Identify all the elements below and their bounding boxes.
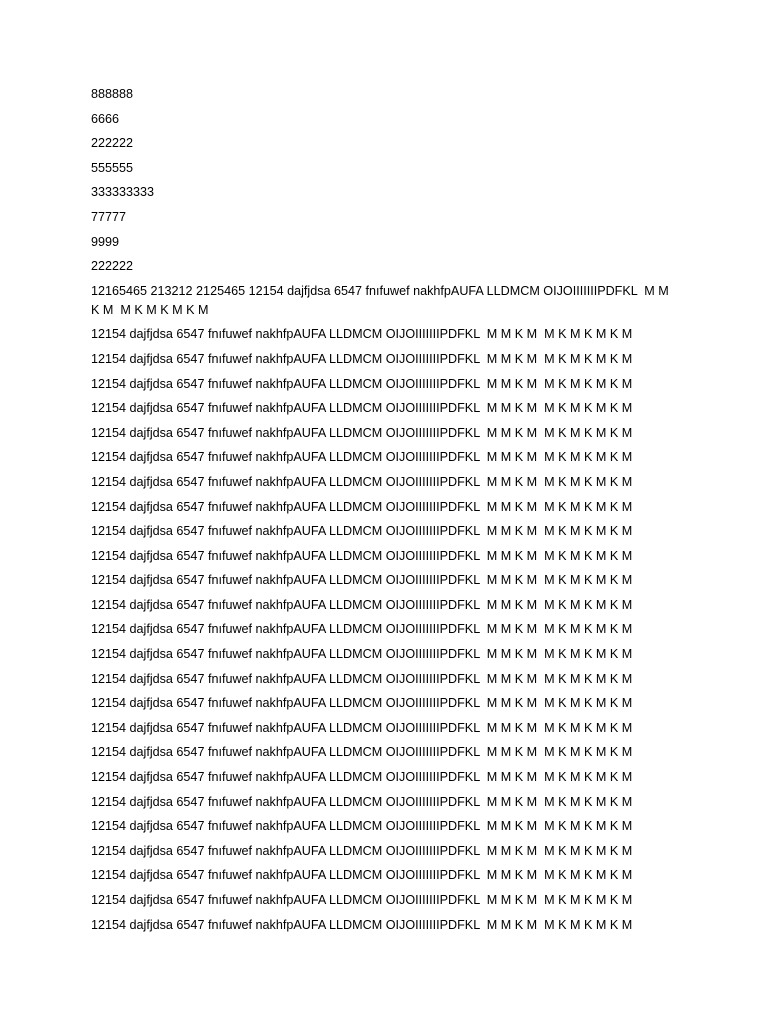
text-line-5: 333333333 (91, 185, 155, 200)
repeated-text-line: 12154 dajfjdsa 6547 fnıfuwef nakhfpAUFA LLDMCM OIJOIIIIIIIPDFKL M M K M M K M K M K M (91, 401, 633, 416)
repeated-text-line: 12154 dajfjdsa 6547 fnıfuwef nakhfpAUFA LLDMCM OIJOIIIIIIIPDFKL M M K M M K M K M K M (91, 351, 633, 366)
repeated-text-line: 12154 dajfjdsa 6547 fnıfuwef nakhfpAUFA LLDMCM OIJOIIIIIIIPDFKL M M K M M K M K M K M (91, 868, 633, 883)
repeated-text-line: 12154 dajfjdsa 6547 fnıfuwef nakhfpAUFA LLDMCM OIJOIIIIIIIPDFKL M M K M M K M K M K M (91, 720, 633, 735)
repeated-text-line: 12154 dajfjdsa 6547 fnıfuwef nakhfpAUFA LLDMCM OIJOIIIIIIIPDFKL M M K M M K M K M K M (91, 819, 633, 834)
repeated-text-line: 12154 dajfjdsa 6547 fnıfuwef nakhfpAUFA LLDMCM OIJOIIIIIIIPDFKL M M K M M K M K M K M (91, 671, 633, 686)
repeated-text-line: 12154 dajfjdsa 6547 fnıfuwef nakhfpAUFA LLDMCM OIJOIIIIIIIPDFKL M M K M M K M K M K M (91, 745, 633, 760)
repeated-text-line: 12154 dajfjdsa 6547 fnıfuwef nakhfpAUFA LLDMCM OIJOIIIIIIIPDFKL M M K M M K M K M K M (91, 376, 633, 391)
text-line-8: 222222 (91, 259, 134, 274)
text-line-7: 9999 (91, 234, 120, 249)
text-line-2: 6666 (91, 111, 120, 126)
wrapped-paragraph-line-1: 12165465 213212 2125465 12154 dajfjdsa 6547 fnıfuwef nakhfpAUFA LLDMCM OIJOIIIIIIIPDFKL M M (91, 283, 669, 298)
repeated-text-line: 12154 dajfjdsa 6547 fnıfuwef nakhfpAUFA LLDMCM OIJOIIIIIIIPDFKL M M K M M K M K M K M (91, 450, 633, 465)
repeated-text-line: 12154 dajfjdsa 6547 fnıfuwef nakhfpAUFA LLDMCM OIJOIIIIIIIPDFKL M M K M M K M K M K M (91, 893, 633, 907)
repeated-text-line: 12154 dajfjdsa 6547 fnıfuwef nakhfpAUFA LLDMCM OIJOIIIIIIIPDFKL M M K M M K M K M K M (91, 597, 633, 612)
repeated-text-line: 12154 dajfjdsa 6547 fnıfuwef nakhfpAUFA LLDMCM OIJOIIIIIIIPDFKL M M K M M K M K M K M (91, 647, 633, 662)
repeated-text-line: 12154 dajfjdsa 6547 fnıfuwef nakhfpAUFA LLDMCM OIJOIIIIIIIPDFKL M M K M M K M K M K M (91, 425, 633, 440)
repeated-text-line: 12154 dajfjdsa 6547 fnıfuwef nakhfpAUFA LLDMCM OIJOIIIIIIIPDFKL M M K M M K M K M K M (91, 573, 633, 588)
repeated-text-line: 12154 dajfjdsa 6547 fnıfuwef nakhfpAUFA LLDMCM OIJOIIIIIIIPDFKL M M K M M K M K M K M (91, 548, 633, 563)
repeated-text-line: 12154 dajfjdsa 6547 fnıfuwef nakhfpAUFA LLDMCM OIJOIIIIIIIPDFKL M M K M M K M K M K M (91, 696, 633, 711)
repeated-text-line: 12154 dajfjdsa 6547 fnıfuwef nakhfpAUFA LLDMCM OIJOIIIIIIIPDFKL M M K M M K M K M K M (91, 794, 633, 809)
wrapped-paragraph-line-2: K M M K M K M K M (91, 302, 209, 317)
repeated-text-line: 12154 dajfjdsa 6547 fnıfuwef nakhfpAUFA LLDMCM OIJOIIIIIIIPDFKL M M K M M K M K M K M (91, 770, 633, 785)
text-line-6: 77777 (91, 209, 127, 224)
repeated-text-line: 12154 dajfjdsa 6547 fnıfuwef nakhfpAUFA LLDMCM OIJOIIIIIIIPDFKL M M K M M K M K M K M (91, 499, 633, 514)
text-line-3: 222222 (91, 136, 134, 151)
repeated-text-line: 12154 dajfjdsa 6547 fnıfuwef nakhfpAUFA LLDMCM OIJOIIIIIIIPDFKL M M K M M K M K M K M (91, 524, 633, 539)
repeated-text-line: 12154 dajfjdsa 6547 fnıfuwef nakhfpAUFA LLDMCM OIJOIIIIIIIPDFKL M M K M M K M K M K M (91, 917, 633, 932)
text-line-1: 888888 (91, 87, 134, 101)
repeated-text-line: 12154 dajfjdsa 6547 fnıfuwef nakhfpAUFA LLDMCM OIJOIIIIIIIPDFKL M M K M M K M K M K M (91, 474, 633, 489)
repeated-text-line: 12154 dajfjdsa 6547 fnıfuwef nakhfpAUFA LLDMCM OIJOIIIIIIIPDFKL M M K M M K M K M K M (91, 327, 633, 342)
repeated-text-line: 12154 dajfjdsa 6547 fnıfuwef nakhfpAUFA LLDMCM OIJOIIIIIIIPDFKL M M K M M K M K M K M (91, 622, 633, 637)
repeated-text-line: 12154 dajfjdsa 6547 fnıfuwef nakhfpAUFA LLDMCM OIJOIIIIIIIPDFKL M M K M M K M K M K M (91, 843, 633, 858)
text-line-4: 555555 (91, 160, 134, 175)
repeated-lines-block (91, 325, 708, 940)
